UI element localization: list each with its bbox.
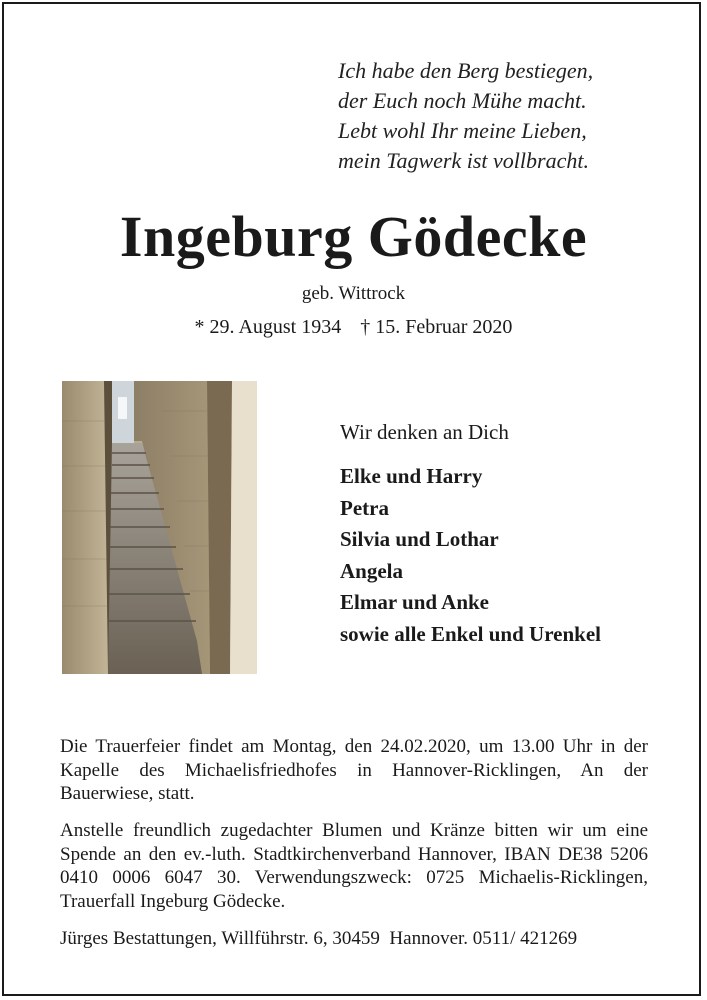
poem-line: mein Tagwerk ist vollbracht. — [338, 148, 589, 173]
remembrance-line: Wir denken an Dich — [340, 420, 509, 444]
family-member: Petra — [340, 495, 389, 520]
staircase-photo — [62, 381, 257, 674]
family-member: sowie alle Enkel und Urenkel — [340, 621, 601, 646]
life-dates — [0, 316, 707, 339]
poem-line: Ich habe den Berg bestiegen, — [338, 58, 594, 83]
family-member: Angela — [340, 558, 403, 583]
birth-name: geb. Wittrock — [301, 283, 406, 304]
poem — [338, 56, 638, 176]
family-list — [340, 461, 601, 650]
family-member: Silvia und Lothar — [340, 527, 499, 551]
death-date: † 15. Februar 2020 — [360, 316, 513, 338]
donation-info: Anstelle freundlich zugedachter Blumen und Kränze bitten wir um eine Spende an den ev.-luth. Stadtkirchenverband Hannover, IBAN DE38 5206 0410 0006 6047 30. Verwendungszweck: 0725 Michaelis-Ricklingen, Trauerfall Ingeburg Gödecke. — [60, 820, 648, 912]
family-member: Elmar und Anke — [340, 590, 489, 614]
poem-line: Lebt wohl Ihr meine Lieben, — [338, 118, 587, 143]
birth-date: * 29. August 1934 — [194, 316, 342, 338]
service-info: Die Trauerfeier findet am Montag, den 24.02.2020, um 13.00 Uhr in der Kapelle des Michaelisfriedhofes in Hannover-Ricklingen, An der Bauerwiese, statt. — [60, 736, 648, 804]
family-member: Elke und Harry — [340, 464, 483, 488]
undertaker-info: Jürges Bestattungen, Willführstr. 6, 30459 Hannover. 0511/ 421269 — [60, 928, 578, 949]
poem-line: der Euch noch Mühe macht. — [338, 88, 587, 113]
deceased-name: Ingeburg Gödecke — [119, 204, 588, 269]
